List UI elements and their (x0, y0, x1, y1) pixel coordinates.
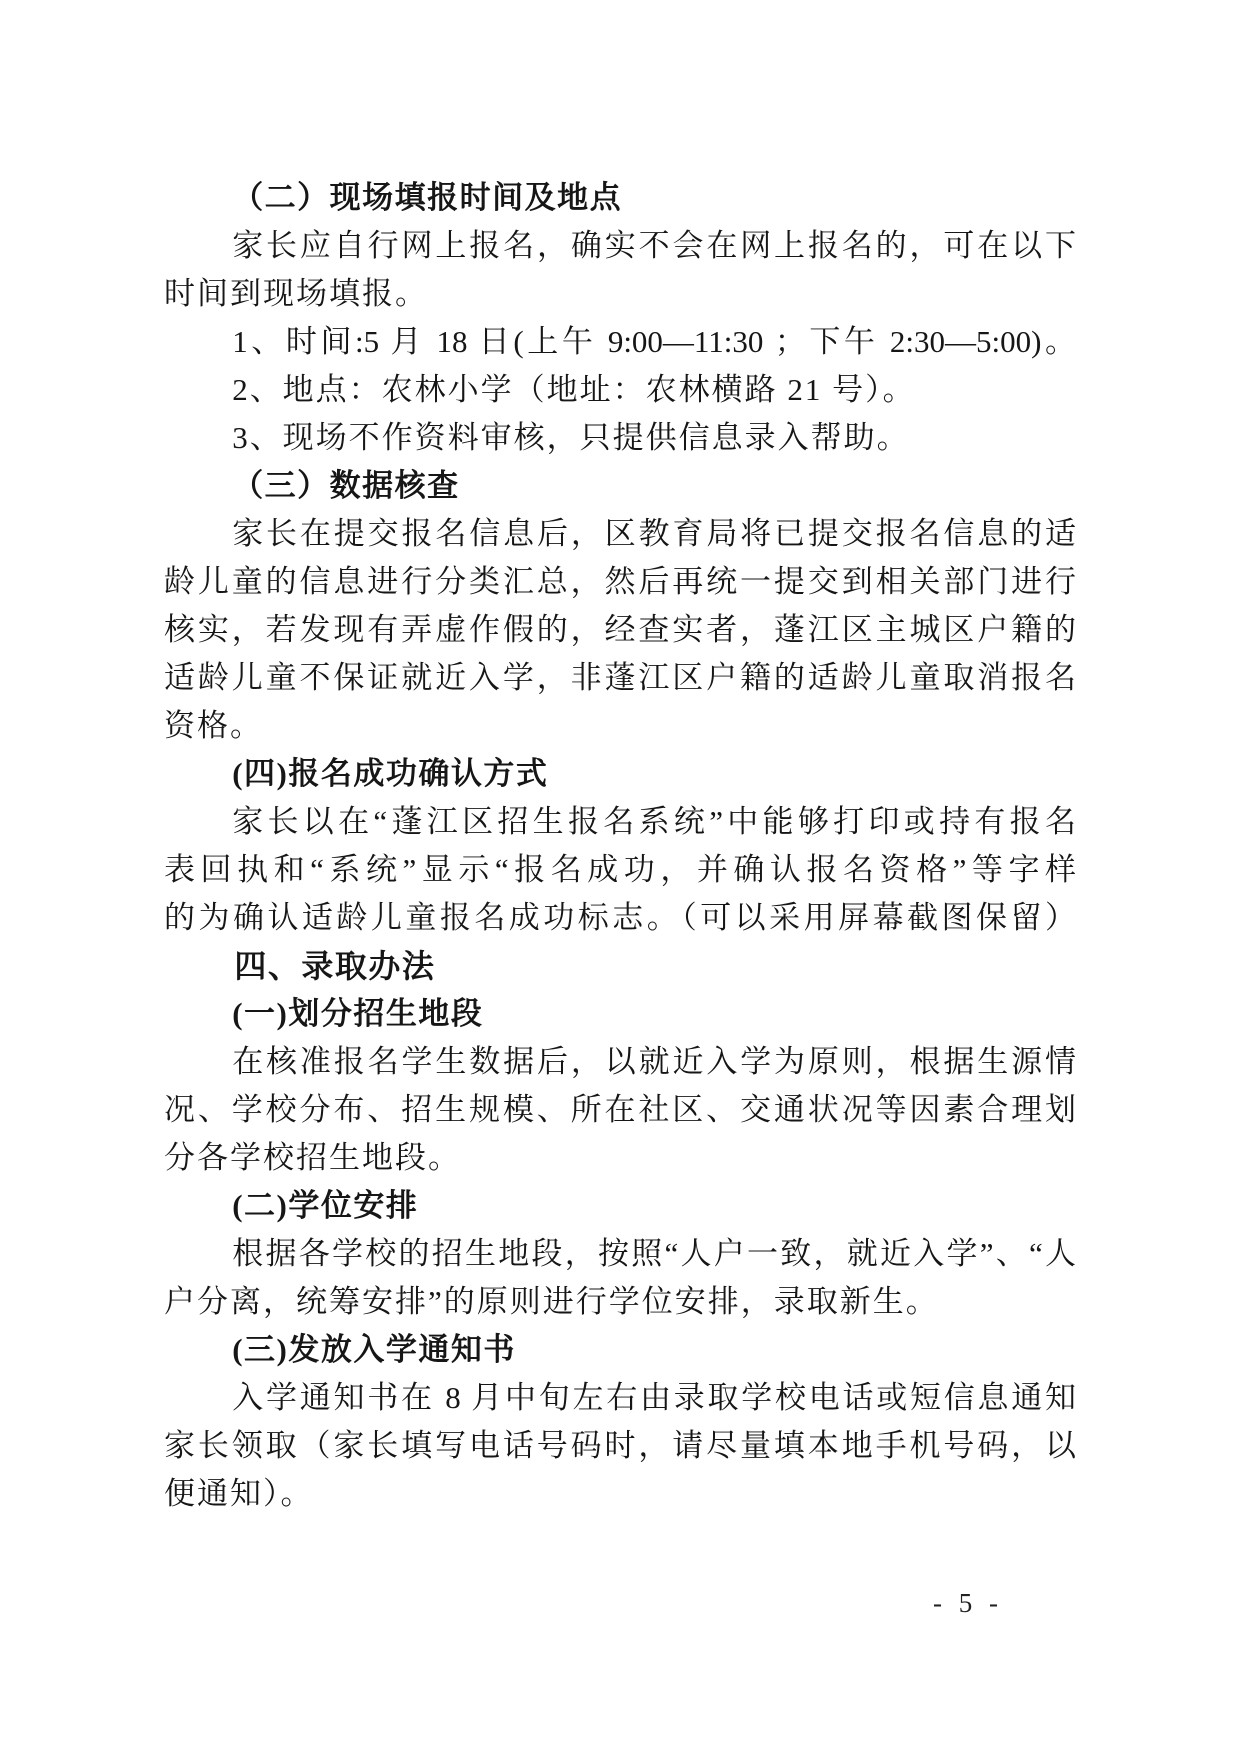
heading-zoning: (一)划分招生地段 (232, 996, 484, 1031)
heading-onsite-registration: （二）现场填报时间及地点 (232, 180, 623, 215)
paragraph-line: 根据各学校的招生地段，按照“人户一致，就近入学”、“人 (232, 1236, 1076, 1271)
paragraph-line: 便通知）。 (164, 1476, 314, 1511)
heading-admission-notice: (三)发放入学通知书 (232, 1332, 516, 1367)
heading-admission-measures: 四、录取办法 (234, 948, 436, 984)
heading-confirmation-method: (四)报名成功确认方式 (232, 756, 549, 791)
paragraph-line: 入学通知书在 8 月中旬左右由录取学校电话或短信息通知 (232, 1380, 1076, 1415)
paragraph-line: 在核准报名学生数据后，以就近入学为原则，根据生源情 (232, 1044, 1076, 1079)
paragraph-line: 表回执和“系统”显示“报名成功，并确认报名资格”等字样 (164, 852, 1076, 887)
paragraph-line: 适龄儿童不保证就近入学，非蓬江区户籍的适龄儿童取消报名 (164, 660, 1076, 695)
list-item-note: 3、现场不作资料审核，只提供信息录入帮助。 (232, 420, 910, 455)
heading-data-check: （三）数据核查 (232, 468, 460, 503)
paragraph-line: 家长领取（家长填写电话号码时，请尽量填本地手机号码，以 (164, 1428, 1076, 1463)
paragraph-line: 户分离，统筹安排”的原则进行学位安排，录取新生。 (164, 1284, 939, 1319)
heading-placement: (二)学位安排 (232, 1188, 419, 1223)
paragraph-line: 家长在提交报名信息后，区教育局将已提交报名信息的适 (232, 516, 1076, 551)
paragraph-line: 分各学校招生地段。 (164, 1140, 461, 1175)
paragraph-line: 家长以在“蓬江区招生报名系统”中能够打印或持有报名 (232, 804, 1076, 839)
paragraph-line: 的为确认适龄儿童报名成功标志。（可以采用屏幕截图保留） (164, 900, 1076, 935)
page-number: - 5 - (933, 1588, 1003, 1618)
list-item-time: 1、时间:5 月 18 日(上午 9:00—11:30 ；下午 2:30—5:00)。 (232, 324, 1076, 359)
paragraph-line: 资格。 (164, 708, 263, 743)
paragraph-line: 龄儿童的信息进行分类汇总，然后再统一提交到相关部门进行 (164, 564, 1076, 599)
paragraph-line: 时间到现场填报。 (164, 276, 428, 311)
paragraph-line: 核实，若发现有弄虚作假的，经查实者，蓬江区主城区户籍的 (164, 612, 1076, 647)
paragraph-line: 家长应自行网上报名，确实不会在网上报名的，可在以下 (232, 228, 1076, 263)
paragraph-line: 况、学校分布、招生规模、所在社区、交通状况等因素合理划 (164, 1092, 1076, 1127)
list-item-location: 2、地点：农林小学（地址：农林横路 21 号）。 (232, 372, 916, 407)
document-body (164, 174, 1076, 1518)
